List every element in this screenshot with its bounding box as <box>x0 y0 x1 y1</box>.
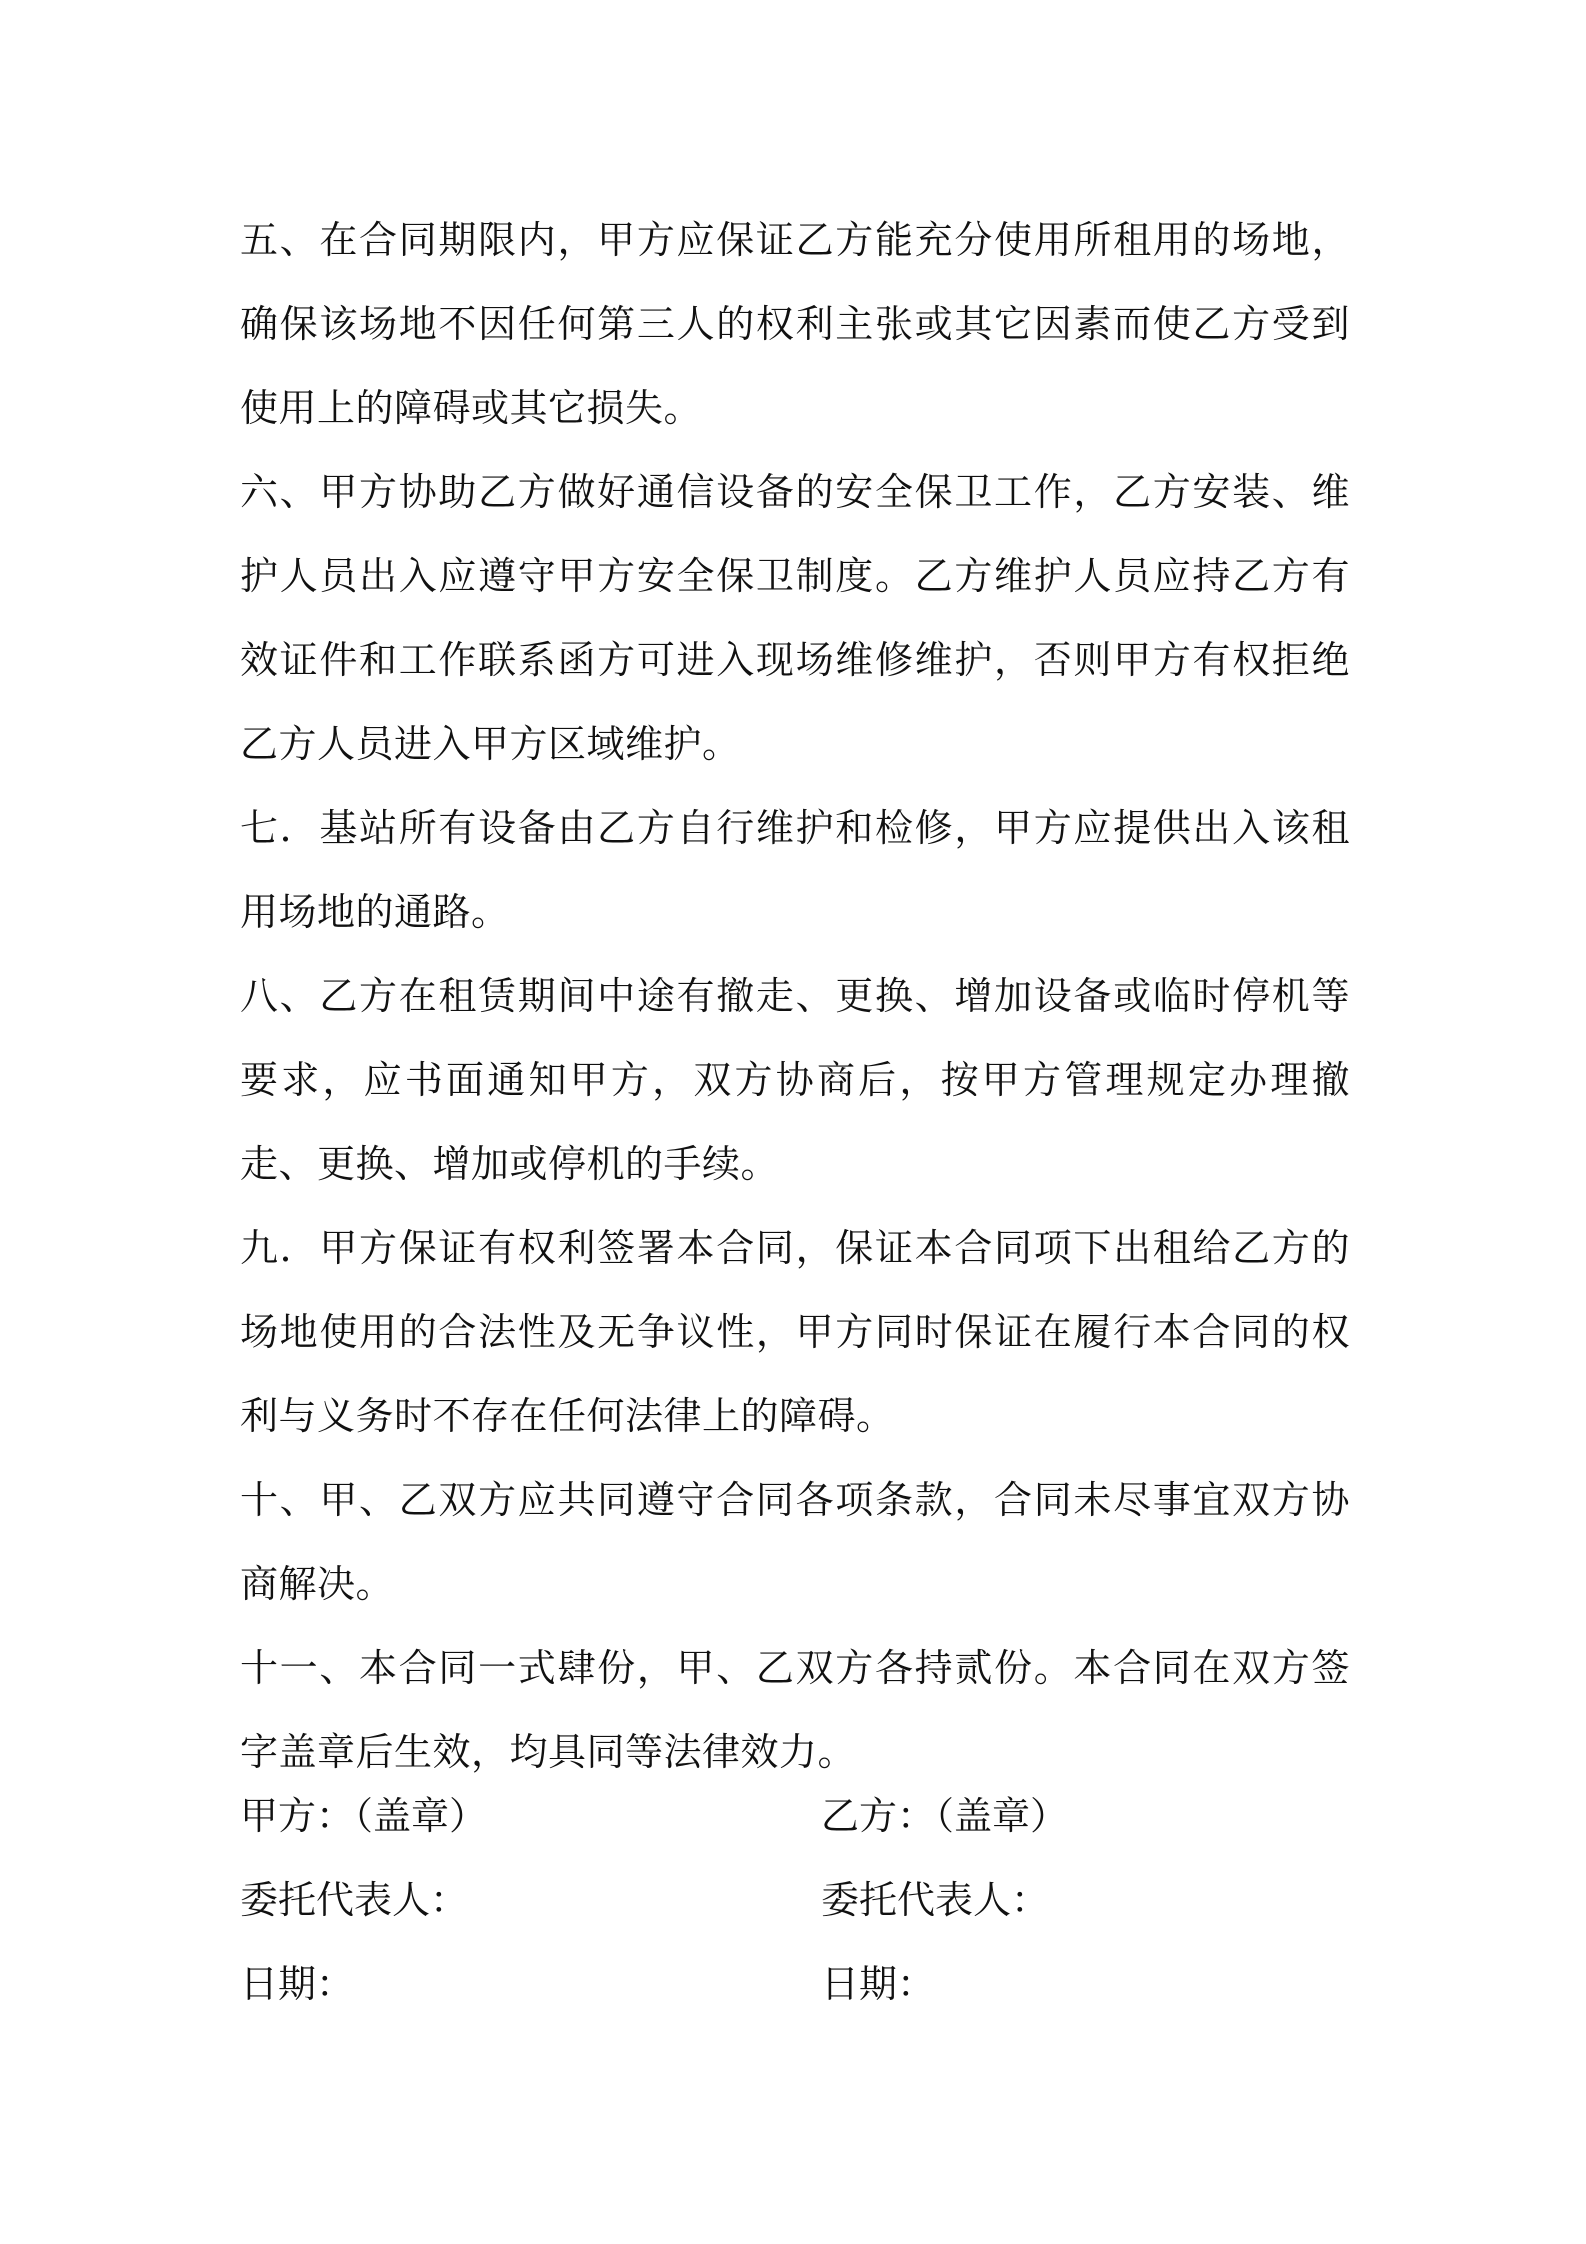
signature-block <box>240 1774 1350 2026</box>
party-a-representative-label: 委托代表人： <box>240 1878 469 1922</box>
party-b-seal-label: 乙方：（盖章） <box>821 1794 1069 1838</box>
party-a-date-label: 日期： <box>240 1962 355 2006</box>
clause-6: 六、甲方协助乙方做好通信设备的安全保卫工作，乙方安装、维护人员出入应遵守甲方安全保卫制度。乙方维护人员应持乙方有效证件和工作联系函方可进入现场维修维护，否则甲方有权拒绝乙方人员进入甲方区域维护。 <box>240 470 1350 766</box>
clause-11: 十一、本合同一式肆份，甲、乙双方各持贰份。本合同在双方签字盖章后生效，均具同等法律效力。 <box>240 1646 1350 1774</box>
party-b-representative-label: 委托代表人： <box>821 1878 1050 1922</box>
clause-7: 七．基站所有设备由乙方自行维护和检修，甲方应提供出入该租用场地的通路。 <box>240 806 1350 934</box>
signature-row-representative <box>240 1858 1350 1942</box>
clause-9: 九．甲方保证有权利签署本合同，保证本合同项下出租给乙方的场地使用的合法性及无争议性，甲方同时保证在履行本合同的权利与义务时不存在任何法律上的障碍。 <box>240 1226 1350 1438</box>
clause-10: 十、甲、乙双方应共同遵守合同各项条款，合同未尽事宜双方协商解决。 <box>240 1478 1350 1606</box>
clause-8: 八、乙方在租赁期间中途有撤走、更换、增加设备或临时停机等要求，应书面通知甲方，双方协商后，按甲方管理规定办理撤走、更换、增加或停机的手续。 <box>240 974 1350 1186</box>
clause-5: 五、在合同期限内，甲方应保证乙方能充分使用所租用的场地，确保该场地不因任何第三人的权利主张或其它因素而使乙方受到使用上的障碍或其它损失。 <box>240 218 1350 430</box>
signature-row-date <box>240 1942 1350 2026</box>
party-b-date-label: 日期： <box>821 1962 936 2006</box>
party-a-seal-label: 甲方：（盖章） <box>240 1794 488 1838</box>
contract-clauses <box>240 198 1350 1794</box>
signature-row-seal <box>240 1774 1350 1858</box>
